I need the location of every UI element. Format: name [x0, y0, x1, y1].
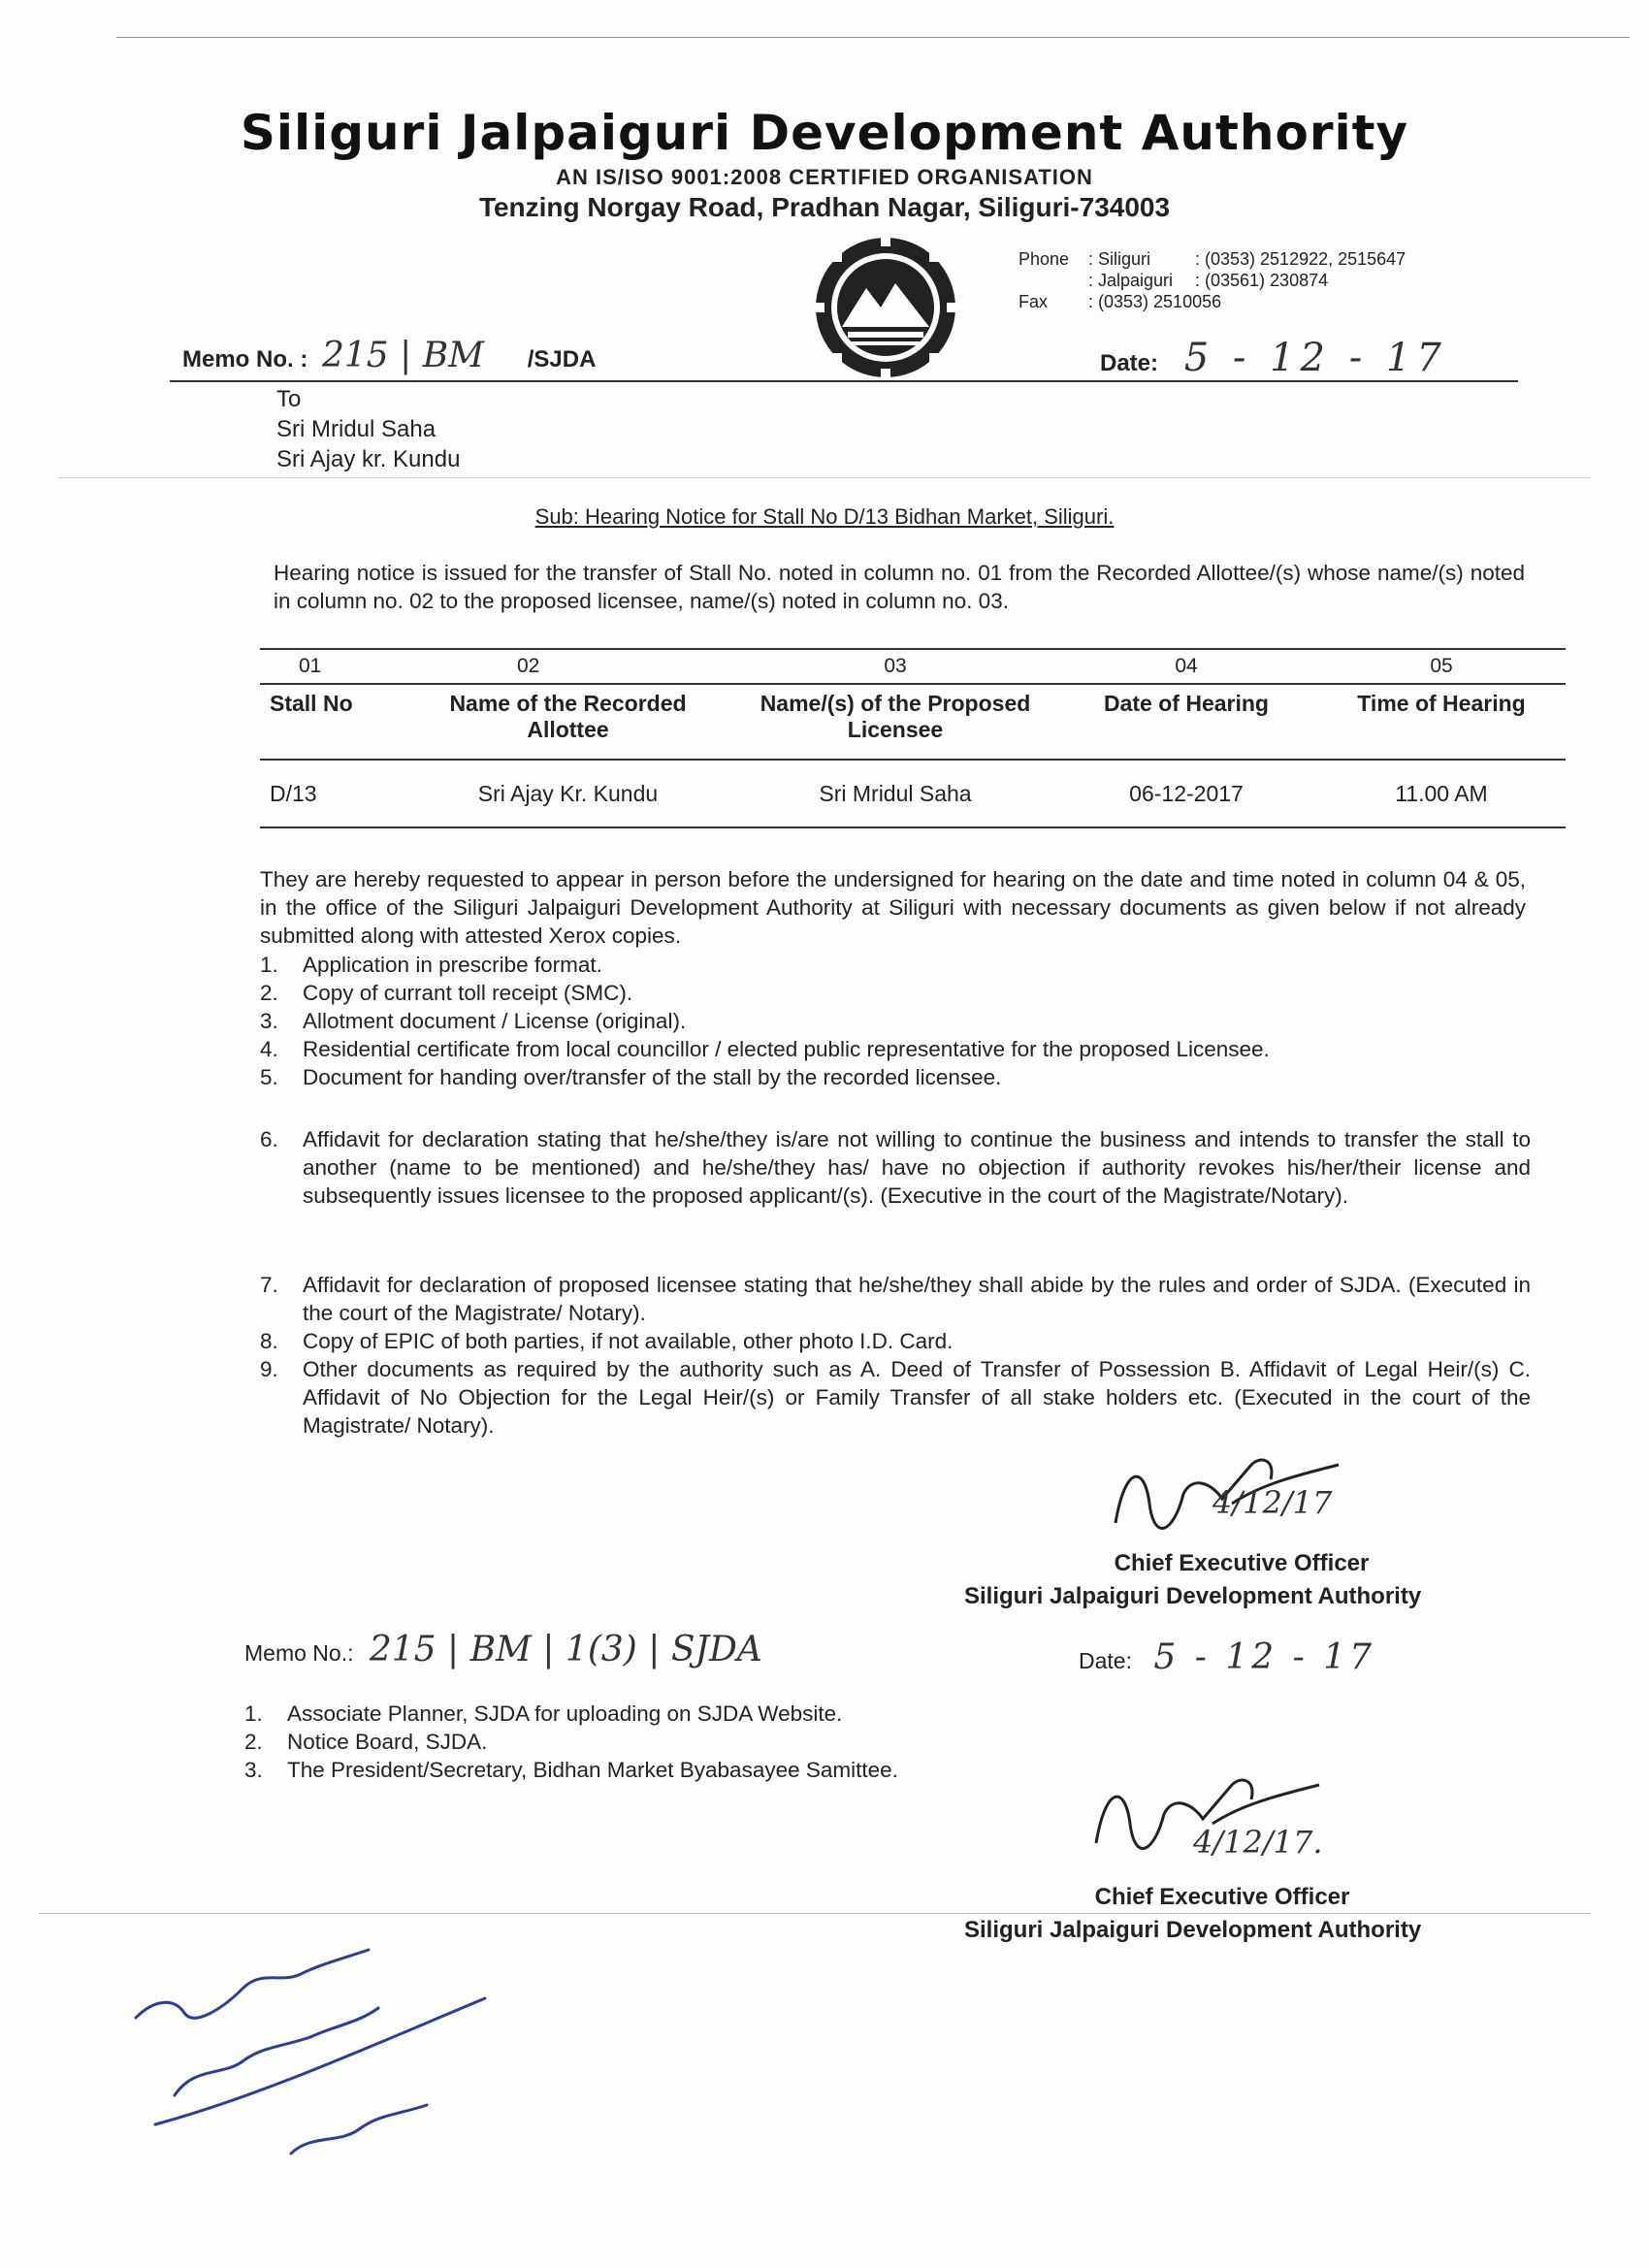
recipient-1: Sri Mridul Saha [276, 416, 436, 442]
fax-number: : (0353) 2510056 [1088, 292, 1222, 311]
col-num-4: 04 [1055, 649, 1317, 684]
cell-date: 06-12-2017 [1055, 760, 1317, 827]
siliguri-phone: : (0353) 2512922, 2515647 [1195, 249, 1406, 269]
body-paragraph: They are hereby requested to appear in person before the undersigned for hearing on the date and time noted in column 04 & 05, in the office of the Siliguri Jalpaiguri Development Authority at Siliguri with necessary documents as given below if not already submitted along with attested Xerox copies. [260, 867, 1526, 948]
fax-label: Fax [1018, 292, 1049, 311]
list-item: 2. Notice Board, SJDA. [244, 1730, 488, 1754]
sjda-seal-icon [813, 235, 958, 380]
signature-1-title: Chief Executive Officer [1114, 1550, 1370, 1576]
requirements-list-c [260, 1271, 1531, 1440]
subject-text: Sub: Hearing Notice for Stall No D/13 Bidhan Market, Siliguri. [534, 504, 1115, 529]
memo-2-date-label: Date: [1079, 1648, 1132, 1673]
list-item: 1. Associate Planner, SJDA for uploading on SJDA Website. [244, 1701, 843, 1726]
phone-label: Phone [1018, 249, 1070, 269]
memo-handwritten-number: 215 | BM [322, 336, 485, 375]
cell-allottee: Sri Ajay Kr. Kundu [401, 760, 735, 827]
scan-fold-line-2 [39, 1913, 1591, 1914]
signature-1-org: Siliguri Jalpaiguri Development Authority [964, 1583, 1422, 1609]
header-divider [170, 380, 1518, 382]
certification: AN IS/ISO 9001:2008 CERTIFIED ORGANISATION [556, 165, 1093, 189]
jalpaiguri-phone: : (03561) 230874 [1195, 271, 1329, 290]
header-stall-no: Stall No [260, 684, 401, 760]
list-item: 4. Residential certificate from local councillor / elected public representative for the proposed Licensee. [260, 1037, 1270, 1061]
list-item: 2. Copy of currant toll receipt (SMC). [260, 981, 633, 1005]
header-licensee: Name/(s) of the Proposed Licensee [735, 684, 1055, 760]
requirements-list-b [260, 1125, 1531, 1210]
memo-2-date [1079, 1637, 1375, 1677]
memo-label: Memo No. : [182, 346, 308, 373]
memo-2-label: Memo No.: [244, 1640, 354, 1666]
list-item: 8. Copy of EPIC of both parties, if not available, other photo I.D. Card. [260, 1329, 954, 1353]
list-item: 3. The President/Secretary, Bidhan Market Byabasayee Samittee. [244, 1758, 898, 1782]
subject-line [0, 504, 1649, 530]
org-name: Siliguri Jalpaiguri Development Authority [240, 105, 1409, 161]
table-column-numbers [260, 649, 1566, 684]
header-time: Time of Hearing [1317, 684, 1566, 760]
memo-2-handwritten: 215 | BM | 1(3) | SJDA [369, 1630, 762, 1669]
recipient-2: Sri Ajay kr. Kundu [276, 446, 461, 472]
memo-suffix: /SJDA [527, 346, 597, 373]
list-item: 9. Other documents as required by the authority such as A. Deed of Transfer of Possession B. Affidavit of Legal Heir/(s) C. Affidavit of No Objection for the Legal Heir/(s) or Family Transfer of all stake holders etc. (Executed in the court of the Magistrate/ Notary). [260, 1357, 1531, 1438]
org-address: Tenzing Norgay Road, Pradhan Nagar, Siliguri-734003 [478, 192, 1171, 222]
col-num-1: 01 [260, 649, 401, 684]
siliguri-label: : Siliguri [1088, 249, 1151, 269]
cell-licensee: Sri Mridul Saha [735, 760, 1055, 827]
cell-stall-no: D/13 [260, 760, 401, 827]
scan-fold-line [58, 477, 1591, 478]
list-item: 6. Affidavit for declaration stating that he/she/they is/are not willing to continue the business and intends to transfer the stall to another (name to be mentioned) and he/she/they has/ have no objection if authority revokes his/her/their license and subsequently issues licensee to the proposed applicant/(s). (Executive in the court of the Magistrate/Notary). [260, 1127, 1531, 1208]
date-label: Date: [1100, 350, 1159, 376]
table-header-row [260, 684, 1566, 760]
list-item: 3. Allotment document / License (original). [260, 1009, 687, 1033]
to-label: To [276, 386, 302, 412]
signature-2-date: 4/12/17. [1193, 1824, 1323, 1861]
distribution-list [244, 1700, 898, 1784]
list-item: 7. Affidavit for declaration of proposed licensee stating that he/she/they shall abide by the rules and order of SJDA. (Executed in the court of the Magistrate/ Notary). [260, 1273, 1531, 1325]
memo-date [1100, 336, 1447, 380]
jalpaiguri-label: : Jalpaiguri [1088, 271, 1174, 290]
table-row [260, 760, 1566, 827]
list-item: 1. Application in prescribe format. [260, 953, 602, 977]
col-num-3: 03 [735, 649, 1055, 684]
signature-1-date: 4/12/17 [1212, 1484, 1333, 1521]
col-num-2: 02 [401, 649, 735, 684]
header-allottee: Name of the Recorded Allottee [401, 684, 735, 760]
contact-block [1018, 248, 1406, 312]
col-num-5: 05 [1317, 649, 1566, 684]
cell-time: 11.00 AM [1317, 760, 1566, 827]
signature-2-title: Chief Executive Officer [1094, 1884, 1350, 1910]
memo-2-date-handwritten: 5 - 12 - 17 [1153, 1637, 1375, 1677]
blue-handwritten-note-icon [116, 1930, 524, 2192]
requirements-list-a [260, 951, 1531, 1091]
header-date: Date of Hearing [1055, 684, 1317, 760]
scan-border-top [116, 37, 1630, 38]
intro-paragraph: Hearing notice is issued for the transfer of Stall No. noted in column no. 01 from the Recorded Allottee/(s) whose name/(s) noted in column no. 02 to the proposed licensee, name/(s) noted in column no. 03. [274, 561, 1525, 613]
list-item: 5. Document for handing over/transfer of the stall by the recorded licensee. [260, 1065, 1002, 1089]
signature-2-org: Siliguri Jalpaiguri Development Authority [964, 1917, 1422, 1943]
recipients [276, 384, 460, 474]
date-handwritten: 5 - 12 - 17 [1183, 336, 1447, 380]
memo-2-number [244, 1630, 762, 1669]
memo-number [182, 336, 596, 375]
hearing-table [260, 648, 1566, 828]
